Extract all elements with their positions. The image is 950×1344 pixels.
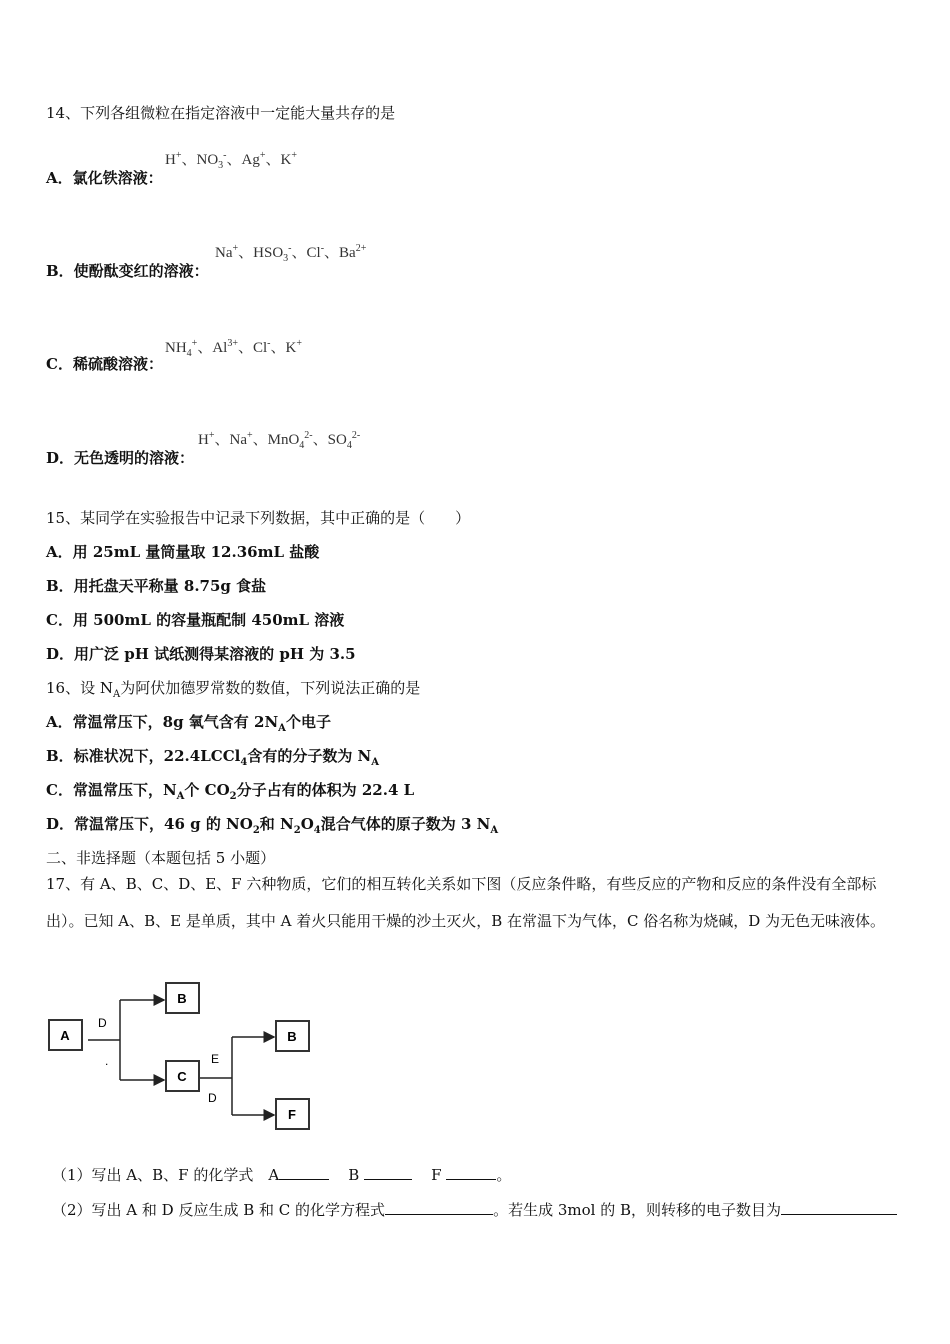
diagram-dot: .: [105, 1054, 109, 1068]
q15-title: 15、某同学在实验报告中记录下列数据，其中正确的是（ ）: [46, 509, 471, 527]
blank-a[interactable]: [279, 1165, 329, 1180]
box-b-right-label: B: [287, 1029, 297, 1044]
box-a-label: A: [60, 1028, 70, 1043]
q15-option-d: D．用广泛 pH 试纸测得某溶液的 pH 为 3.5: [46, 645, 356, 663]
label-d2: D: [208, 1091, 217, 1105]
box-c-label: C: [177, 1069, 187, 1084]
label-d1: D: [98, 1016, 107, 1030]
q14-d-ions: H+、Na+、MnO$_4^{2-}$、$SO_4^{2-}$: [198, 430, 361, 451]
box-f-label: F: [288, 1107, 296, 1122]
q15-option-a: A．用 25mL 量筒量取 12.36mL 盐酸: [46, 543, 320, 561]
q17-sub2: （2）写出 A 和 D 反应生成 B 和 C 的化学方程式 。若生成 3mol 的 B，则转移的电子数目为: [52, 1200, 897, 1220]
box-b-top-label: B: [177, 991, 187, 1006]
q16-option-d: D．常温常压下，46 g 的 $NO_2$和 $N_2O_4$混合气体的原子数为 3 $N_A$: [46, 815, 499, 836]
q14-option-d: D．无色透明的溶液：: [46, 449, 195, 467]
q15-option-b: B．用托盘天平称量 8.75g 食盐: [46, 577, 267, 595]
blank-equation[interactable]: [385, 1200, 493, 1215]
q14-b-ions: Na+、$HSO_3^-$、Cl-、$Ba^{2+}$: [215, 243, 367, 264]
q16-option-c: C．常温常压下，$N_A$个 $CO_2$分子占有的体积为 22.4 L: [46, 781, 415, 802]
q15-option-c: C．用 500mL 的容量瓶配制 450mL 溶液: [46, 611, 345, 629]
q14-a-ions: H+、$NO_3^-$、Ag+、K+: [165, 150, 297, 171]
q14-option-a: A．氯化铁溶液：: [46, 169, 163, 187]
q17-diagram: [40, 975, 330, 1135]
blank-b[interactable]: [364, 1165, 412, 1180]
q16-option-b: B．标准状况下，22.4LCCl$_4$含有的分子数为 $N_A$: [46, 747, 380, 768]
section-heading: 二、非选择题（本题包括 5 小题）: [46, 849, 276, 867]
q14-option-b: B．使酚酞变红的溶液：: [46, 262, 209, 280]
q14-title: 14、下列各组微粒在指定溶液中一定能大量共存的是: [46, 104, 396, 122]
q17-sub1: （1）写出 A、B、F 的化学式 A B F 。: [52, 1166, 512, 1184]
blank-electrons[interactable]: [781, 1200, 897, 1215]
q14-c-ions: $NH_4^+$、$Al^{3+}$、Cl-、K+: [165, 338, 302, 359]
blank-f[interactable]: [446, 1165, 496, 1180]
q17-stem: 17、有 A、B、C、D、E、F 六种物质，它们的相互转化关系如下图（反应条件略，有些反应的产物和反应的条件没有全部标出）。已知 A、B、E 是单质，其中 A 着火只能用干燥的沙土灭火，B 在常温下为气体，C 俗名称为烧碱，D 为无色无味液体。: [46, 875, 886, 930]
q16-option-a: A．常温常压下，8g 氧气含有 $2N_A$个电子: [46, 713, 331, 734]
label-e: E: [211, 1052, 220, 1066]
q14-option-c: C．稀硫酸溶液：: [46, 355, 163, 373]
q16-title: 16、设 $N_A$为阿伏加德罗常数的数值，下列说法正确的是: [46, 679, 421, 700]
